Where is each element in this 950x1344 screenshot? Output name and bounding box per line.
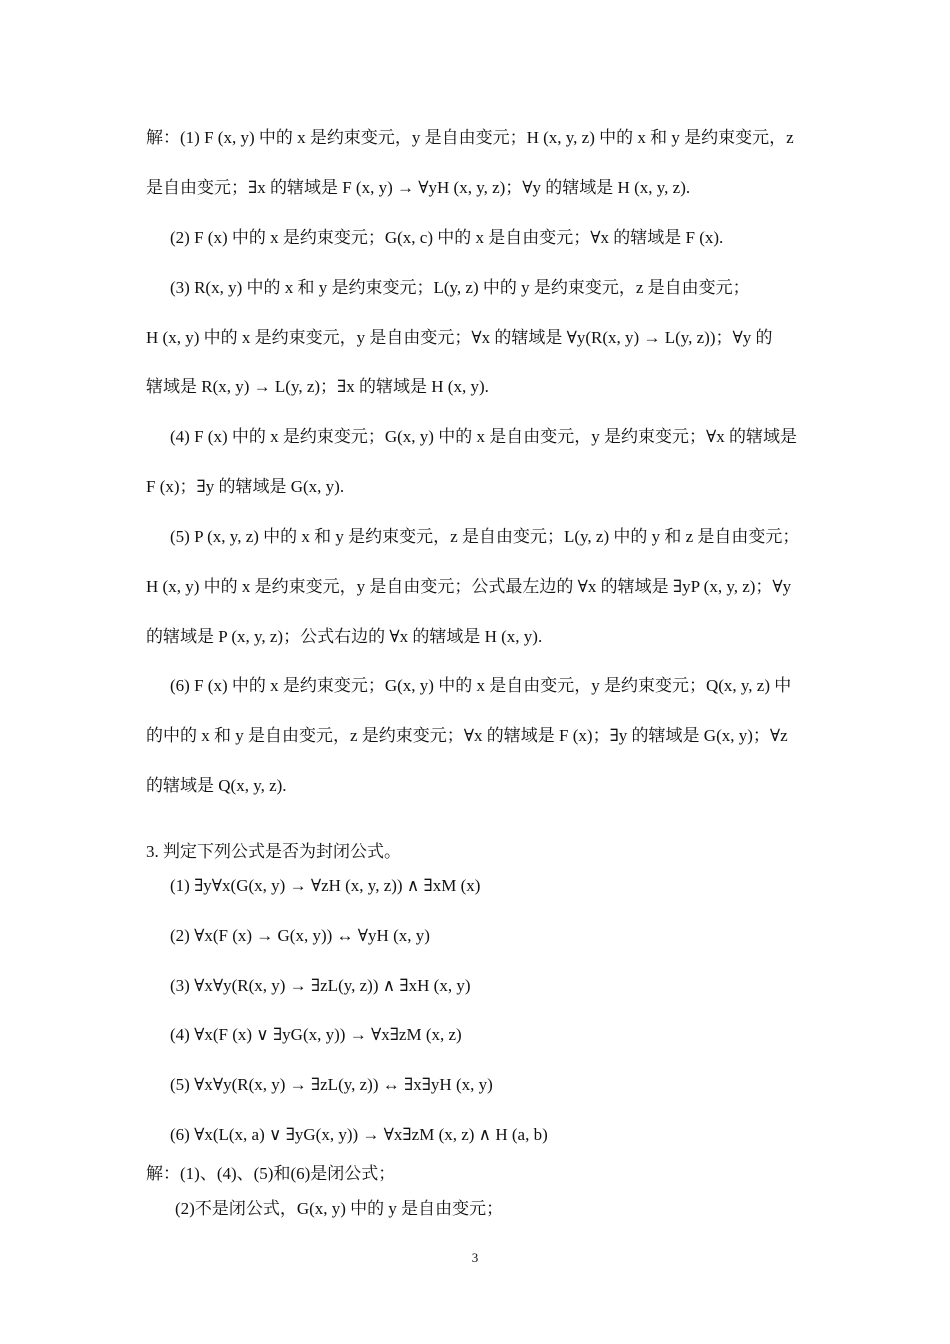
part2-line-5: H (x, y) 中的 x 是约束变元，y 是自由变元；∀x 的辖域是 ∀y(R(x, y) → L(y, z))；∀y 的 xyxy=(146,328,773,347)
part2-line-1: 解：(1) F (x, y) 中的 x 是约束变元，y 是自由变元；H (x, y, z) 中的 x 和 y 是约束变元，z xyxy=(146,128,794,147)
page-number: 3 xyxy=(471,1250,479,1265)
part2-line-2: 是自由变元；∃x 的辖域是 F (x, y) → ∀yH (x, y, z)；∀y 的辖域是 H (x, y, z). xyxy=(146,178,691,197)
part2-line-8: F (x)；∃y 的辖域是 G(x, y). xyxy=(146,477,345,496)
part2-line-9: (5) P (x, y, z) 中的 x 和 y 是约束变元，z 是自由变元；L(y, z) 中的 y 和 z 是自由变元； xyxy=(170,527,800,546)
part2-line-14: 的辖域是 Q(x, y, z). xyxy=(146,776,287,795)
part2-line-7: (4) F (x) 中的 x 是约束变元；G(x, y) 中的 x 是自由变元，y 是约束变元；∀x 的辖域是 xyxy=(170,427,797,446)
formula-item: (5) ∀x∀y(R(x, y) → ∃zL(y, z)) ↔ ∃x∃yH (x, y) xyxy=(170,1075,493,1094)
part2-line-10: H (x, y) 中的 x 是约束变元，y 是自由变元；公式最左边的 ∀x 的辖域是 ∃yP (x, y, z)；∀y xyxy=(146,577,792,596)
problem3-answer: 解：(1)、(4)、(5)和(6)是闭公式； xyxy=(146,1164,396,1183)
part2-line-6: 辖域是 R(x, y) → L(y, z)；∃x 的辖域是 H (x, y). xyxy=(146,377,489,396)
formula-item: (2) ∀x(F (x) → G(x, y)) ↔ ∀yH (x, y) xyxy=(170,926,430,945)
part2-line-3: (2) F (x) 中的 x 是约束变元；G(x, c) 中的 x 是自由变元；∀x 的辖域是 F (x). xyxy=(170,228,724,247)
part2-line-11: 的辖域是 P (x, y, z)；公式右边的 ∀x 的辖域是 H (x, y). xyxy=(146,627,543,646)
part2-line-12: (6) F (x) 中的 x 是约束变元；G(x, y) 中的 x 是自由变元，y 是约束变元；Q(x, y, z) 中 xyxy=(170,676,792,695)
problem3-answer-detail: (2)不是闭公式，G(x, y) 中的 y 是自由变元； xyxy=(175,1199,504,1218)
formula-item: (6) ∀x(L(x, a) ∨ ∃yG(x, y)) → ∀x∃zM (x, z) ∧ H (a, b) xyxy=(170,1125,548,1144)
part2-line-4: (3) R(x, y) 中的 x 和 y 是约束变元；L(y, z) 中的 y 是约束变元，z 是自由变元； xyxy=(170,278,750,297)
formula-item: (1) ∃y∀x(G(x, y) → ∀zH (x, y, z)) ∧ ∃xM (x) xyxy=(170,876,481,895)
formula-item: (3) ∀x∀y(R(x, y) → ∃zL(y, z)) ∧ ∃xH (x, y) xyxy=(170,976,471,995)
part2-line-13: 的中的 x 和 y 是自由变元，z 是约束变元；∀x 的辖域是 F (x)；∃y 的辖域是 G(x, y)；∀z xyxy=(146,726,788,745)
problem3-heading: 3. 判定下列公式是否为封闭公式。 xyxy=(146,842,401,861)
formula-item: (4) ∀x(F (x) ∨ ∃yG(x, y)) → ∀x∃zM (x, z) xyxy=(170,1025,462,1044)
